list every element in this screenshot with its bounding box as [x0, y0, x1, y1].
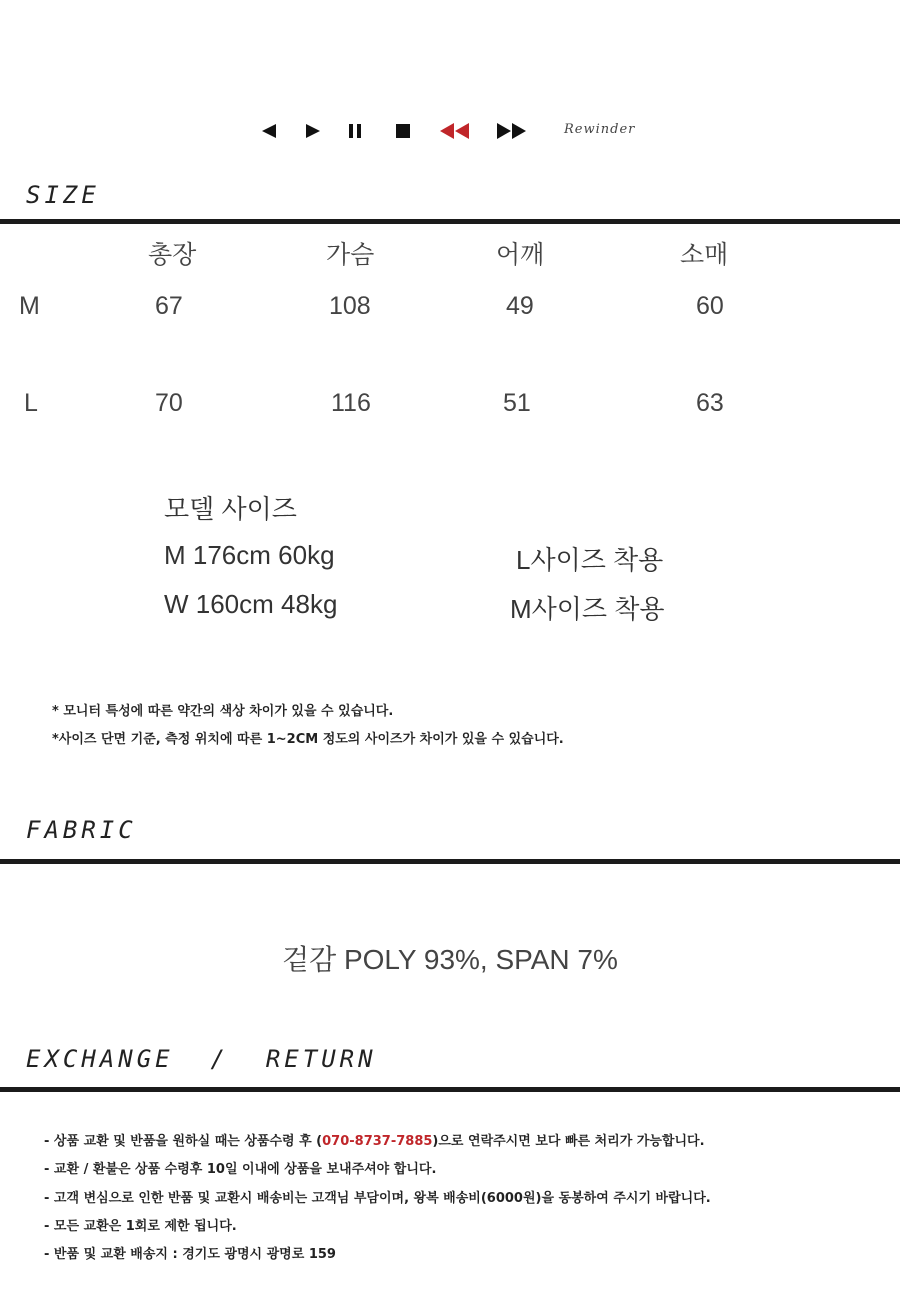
size-cell: 51: [503, 389, 531, 417]
prev-icon[interactable]: [258, 118, 280, 144]
size-header-shoulder: 어깨: [496, 241, 545, 269]
model-spec: M 176cm 60kg: [164, 540, 335, 570]
size-cell: 60: [696, 292, 724, 320]
pause-icon[interactable]: [344, 118, 366, 144]
brand-logo: Rewinder: [564, 122, 636, 137]
play-icon[interactable]: [302, 118, 324, 144]
size-row-label: L: [24, 389, 38, 417]
size-header-length: 총장: [148, 241, 197, 269]
size-header-sleeve: 소매: [680, 241, 729, 269]
exchange-line: [44, 1130, 705, 1149]
size-cell: 116: [331, 389, 371, 417]
exchange-divider: [0, 1087, 900, 1092]
note-line: * 모니터 특성에 따른 약간의 색상 차이가 있을 수 있습니다.: [52, 704, 394, 719]
size-cell: 67: [155, 292, 183, 320]
exchange-line: - 고객 변심으로 인한 반품 및 교환시 배송비는 고객님 부담이며, 왕복 배송비(6000원)을 동봉하여 주시기 바랍니다.: [44, 1191, 711, 1206]
model-size-title: 모델 사이즈: [164, 494, 297, 524]
exchange-line: - 교환 / 환불은 상품 수령후 10일 이내에 상품을 보내주셔야 합니다.: [44, 1162, 437, 1177]
exchange-line-text: )으로 연락주시면 보다 빠른 처리가 가능합니다.: [432, 1134, 705, 1149]
size-cell: 49: [506, 292, 534, 320]
note-line: *사이즈 단면 기준, 측정 위치에 따른 1~2CM 정도의 사이즈가 차이가 있을 수 있습니다.: [52, 732, 564, 747]
size-cell: 63: [696, 389, 724, 417]
exchange-line: - 반품 및 교환 배송지 : 경기도 광명시 광명로 159: [44, 1247, 336, 1262]
fabric-section-title: FABRIC: [26, 816, 137, 844]
model-spec: W 160cm 48kg: [164, 589, 338, 619]
phone-number[interactable]: 070-8737-7885: [322, 1134, 433, 1149]
exchange-section-title: EXCHANGE / RETURN: [26, 1045, 377, 1073]
stop-icon[interactable]: [392, 118, 414, 144]
fast-forward-icon[interactable]: [494, 118, 528, 144]
size-section-title: SIZE: [26, 181, 100, 209]
model-fit: M사이즈 착용: [510, 594, 665, 624]
size-header-chest: 가슴: [326, 241, 375, 269]
media-controls: [258, 118, 678, 144]
model-fit: L사이즈 착용: [516, 545, 664, 575]
size-row-label: M: [19, 292, 40, 320]
size-cell: 70: [155, 389, 183, 417]
exchange-line-text: - 상품 교환 및 반품을 원하실 때는 상품수령 후 (: [44, 1134, 323, 1149]
size-divider: [0, 219, 900, 224]
fabric-composition: 겉감 POLY 93%, SPAN 7%: [282, 944, 618, 975]
rewind-icon[interactable]: [438, 118, 472, 144]
size-cell: 108: [329, 292, 371, 320]
exchange-line: - 모든 교환은 1회로 제한 됩니다.: [44, 1219, 237, 1234]
fabric-divider: [0, 859, 900, 864]
